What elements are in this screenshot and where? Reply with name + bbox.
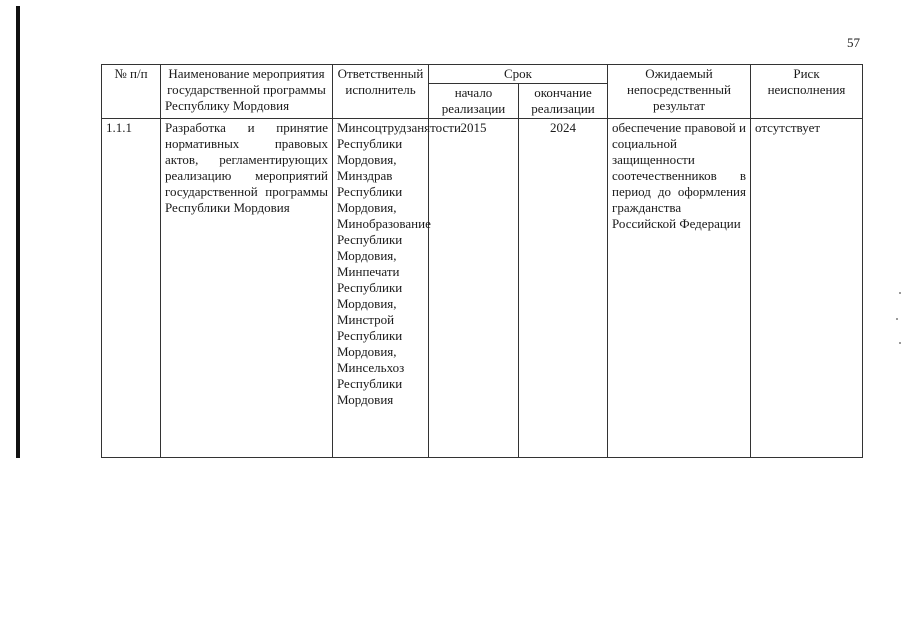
header-risk: Риск неисполнения (751, 65, 863, 119)
program-table (101, 64, 863, 458)
scan-edge-bar (16, 6, 20, 458)
header-name: Наименование мероприятия государственной программы Республику Мордовия (161, 65, 333, 119)
scan-speck (899, 292, 901, 294)
cell-start: 2015 (429, 119, 519, 458)
cell-result: обеспечение правовой и социальной защищенности соотечественников в период до оформления гражданства Российской Федерации (608, 119, 751, 458)
header-responsible: Ответственный исполнитель (333, 65, 429, 119)
header-result: Ожидаемый непосредственный результат (608, 65, 751, 119)
table-row (102, 119, 863, 458)
cell-risk: отсутствует (751, 119, 863, 458)
header-term-end: окончание реализации (519, 84, 608, 119)
cell-name: Разработка и принятие нормативных правовых актов, регламентирующих реализацию мероприятий государственной программы Республики Мордовия (161, 119, 333, 458)
page-number: 57 (847, 35, 860, 50)
cell-num: 1.1.1 (102, 119, 161, 458)
header-num: № п/п (102, 65, 161, 119)
cell-end: 2024 (519, 119, 608, 458)
header-term-start: начало реализации (429, 84, 519, 119)
header-term: Срок (429, 65, 608, 84)
scan-speck (896, 318, 898, 320)
cell-responsible: Минсоцтрудзанятости Республики Мордовия, Минздрав Республики Мордовия, Минобразование Республики Мордовия, Минпечати Республики Мордовия, Минстрой Республики Мордовия, Минсельхоз Республики Мордовия (333, 119, 429, 458)
scan-speck (899, 342, 901, 344)
